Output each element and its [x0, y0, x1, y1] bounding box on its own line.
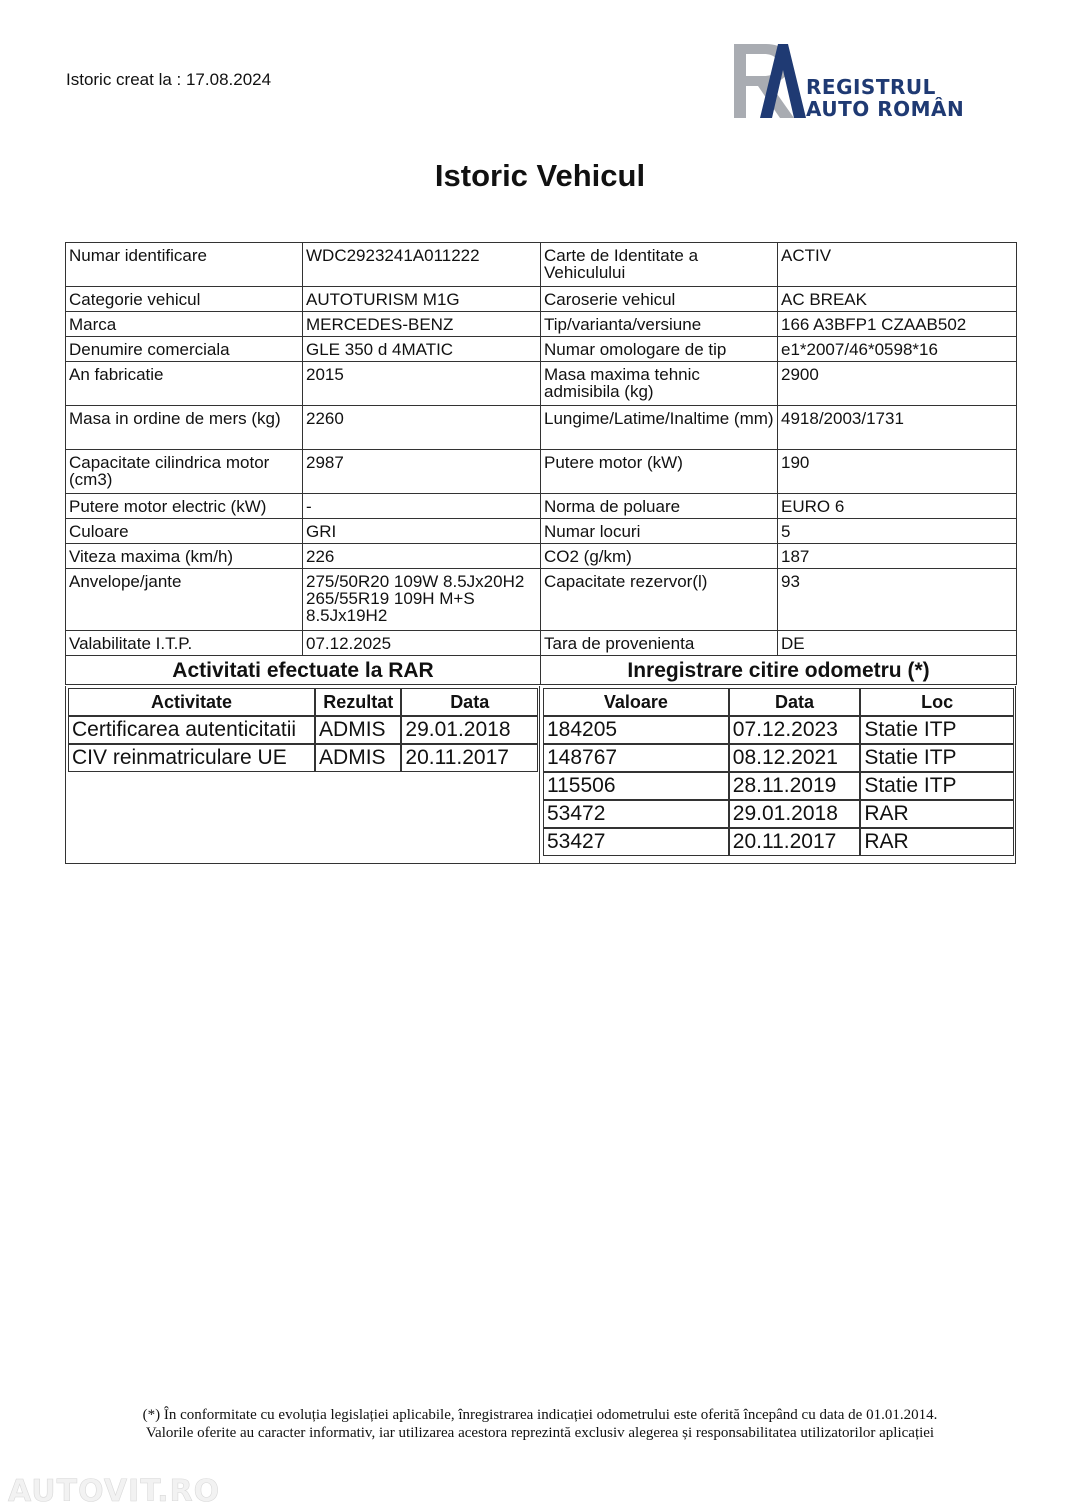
table-row — [543, 744, 1014, 772]
watermark: AUTOVIT.RO — [8, 1474, 221, 1509]
column-header: Loc — [860, 688, 1014, 716]
table-row — [543, 772, 1014, 800]
table-row — [543, 800, 1014, 828]
location-cell: Statie ITP — [860, 744, 1014, 772]
field-label: Putere motor (kW) — [541, 450, 778, 494]
field-label: CO2 (g/km) — [541, 544, 778, 569]
field-value: AUTOTURISM M1G — [303, 287, 541, 312]
location-cell: Statie ITP — [860, 772, 1014, 800]
field-label: Numar identificare — [66, 243, 303, 287]
column-header: Activitate — [68, 688, 315, 716]
field-value: 93 — [778, 569, 1017, 631]
location-cell: RAR — [860, 828, 1014, 856]
field-label: Anvelope/jante — [66, 569, 303, 631]
field-label: Carte de Identitate a Vehiculului — [541, 243, 778, 287]
field-value: 226 — [303, 544, 541, 569]
field-label: Capacitate cilindrica motor (cm3) — [66, 450, 303, 494]
table-row — [66, 569, 1017, 631]
activities-panel — [66, 686, 540, 863]
table-row — [543, 828, 1014, 856]
result-cell: ADMIS — [315, 716, 401, 744]
field-value: 2987 — [303, 450, 541, 494]
field-label: Tip/varianta/versiune — [541, 312, 778, 337]
date-cell: 20.11.2017 — [729, 828, 861, 856]
field-value: 2260 — [303, 406, 541, 450]
odometer-panel — [541, 686, 1016, 863]
table-row — [66, 362, 1017, 406]
field-label: Valabilitate I.T.P. — [66, 631, 303, 656]
field-value: EURO 6 — [778, 494, 1017, 519]
field-label: An fabricatie — [66, 362, 303, 406]
odometer-value-cell: 148767 — [543, 744, 729, 772]
column-header: Data — [729, 688, 861, 716]
table-row — [543, 716, 1014, 744]
page-title: Istoric Vehicul — [434, 158, 646, 193]
date-cell: 29.01.2018 — [729, 800, 861, 828]
location-cell: Statie ITP — [860, 716, 1014, 744]
field-value: WDC2923241A011222 — [303, 243, 541, 287]
table-row — [66, 312, 1017, 337]
activities-title: Activitati efectuate la RAR — [66, 656, 541, 685]
column-header: Rezultat — [315, 688, 401, 716]
field-value: 166 A3BFP1 CZAAB502 — [778, 312, 1017, 337]
table-header-row — [68, 688, 538, 716]
table-row — [66, 287, 1017, 312]
activities-table — [68, 688, 538, 772]
table-row — [66, 544, 1017, 569]
date-cell: 28.11.2019 — [729, 772, 861, 800]
table-row — [68, 744, 538, 772]
field-value: 190 — [778, 450, 1017, 494]
odometer-table — [543, 688, 1014, 856]
table-row — [66, 406, 1017, 450]
table-header-row — [543, 688, 1014, 716]
field-value: 4918/2003/1731 — [778, 406, 1017, 450]
field-value: ACTIV — [778, 243, 1017, 287]
date-cell: 20.11.2017 — [401, 744, 538, 772]
field-value: GRI — [303, 519, 541, 544]
field-value: GLE 350 d 4MATIC — [303, 337, 541, 362]
activity-cell: CIV reinmatriculare UE — [68, 744, 315, 772]
odometer-value-cell: 184205 — [543, 716, 729, 744]
field-value: MERCEDES-BENZ — [303, 312, 541, 337]
field-label: Caroserie vehicul — [541, 287, 778, 312]
field-value: 2015 — [303, 362, 541, 406]
created-date: Istoric creat la : 17.08.2024 — [66, 70, 272, 89]
date-cell: 08.12.2021 — [729, 744, 861, 772]
field-value: e1*2007/46*0598*16 — [778, 337, 1017, 362]
field-value: 187 — [778, 544, 1017, 569]
table-row — [66, 631, 1017, 656]
table-row — [66, 450, 1017, 494]
field-value: 2900 — [778, 362, 1017, 406]
table-row — [66, 243, 1017, 287]
result-cell: ADMIS — [315, 744, 401, 772]
field-label: Lungime/Latime/Inaltime (mm) — [541, 406, 778, 450]
field-value: AC BREAK — [778, 287, 1017, 312]
field-value: 275/50R20 109W 8.5Jx20H2 265/55R19 109H M+S 8.5Jx19H2 — [303, 569, 541, 631]
column-header: Data — [401, 688, 538, 716]
table-row — [66, 337, 1017, 362]
footer-note — [0, 1406, 1080, 1442]
location-cell: RAR — [860, 800, 1014, 828]
field-value: DE — [778, 631, 1017, 656]
section-heading-row — [66, 656, 1017, 685]
logo-line-1: REGISTRUL — [806, 75, 936, 99]
odometer-title: Inregistrare citire odometru (*) — [541, 656, 1017, 685]
field-label: Tara de provenienta — [541, 631, 778, 656]
footer-line-2: Valorile oferite au caracter informativ, iar utilizarea acestora reprezintă exclusiv alegerea și responsabilitatea utilizatorilor aplicației — [145, 1425, 935, 1441]
odometer-value-cell: 53472 — [543, 800, 729, 828]
table-row — [66, 519, 1017, 544]
column-header: Valoare — [543, 688, 729, 716]
logo-line-2: AUTO ROMÂN — [806, 97, 965, 121]
field-label: Numar omologare de tip — [541, 337, 778, 362]
field-label: Putere motor electric (kW) — [66, 494, 303, 519]
field-value: - — [303, 494, 541, 519]
table-row — [68, 716, 538, 744]
rar-logo-icon — [730, 40, 810, 122]
odometer-value-cell: 53427 — [543, 828, 729, 856]
field-label: Culoare — [66, 519, 303, 544]
field-label: Norma de poluare — [541, 494, 778, 519]
field-label: Marca — [66, 312, 303, 337]
field-label: Masa in ordine de mers (kg) — [66, 406, 303, 450]
activity-cell: Certificarea autenticitatii — [68, 716, 315, 744]
odometer-value-cell: 115506 — [543, 772, 729, 800]
vehicle-info-table — [65, 242, 1017, 685]
field-label: Denumire comerciala — [66, 337, 303, 362]
field-label: Masa maxima tehnic admisibila (kg) — [541, 362, 778, 406]
rar-logo — [730, 40, 970, 122]
field-label: Numar locuri — [541, 519, 778, 544]
field-label: Capacitate rezervor(l) — [541, 569, 778, 631]
date-cell: 07.12.2023 — [729, 716, 861, 744]
field-label: Categorie vehicul — [66, 287, 303, 312]
field-value: 07.12.2025 — [303, 631, 541, 656]
footer-line-1: (*) În conformitate cu evoluția legislației aplicabile, înregistrarea indicației odometrului este oferită începând cu data de 01.01.2014. — [142, 1407, 938, 1423]
field-label: Viteza maxima (km/h) — [66, 544, 303, 569]
date-cell: 29.01.2018 — [401, 716, 538, 744]
table-row — [66, 494, 1017, 519]
field-value: 5 — [778, 519, 1017, 544]
